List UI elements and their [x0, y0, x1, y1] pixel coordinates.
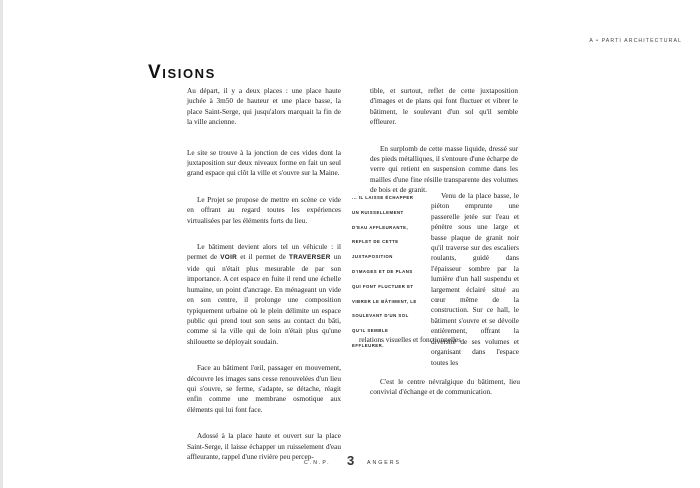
keyword-traverser: TRAVERSER: [288, 254, 331, 262]
pull-quote: [352, 191, 424, 354]
left-column: [187, 86, 341, 462]
pull-quote-line: SOULEVANT D'UN SOL: [352, 313, 409, 319]
pull-quote-line: QUI FONT FLUCTUER ET: [352, 283, 414, 289]
pull-quote-line: REFLET DE CETTE: [352, 239, 399, 245]
pull-quote-line: QU'IL SEMBLE: [352, 328, 389, 334]
paragraph-venu: Venu de la place basse, le piéton emprunte une passerelle jetée sur l'eau et pénètre sous une large et basse plaque de granit noir qu'il traverse sur des escaliers roulants, guidé dans l'épaisseur sombre par la lumière d'un hall suspendu et largement éclairé situé au cœur même de la construction. Sur ce hall, le bâtiment s'ouvre et se dévoile entièrement, offrant la diversité de ses volumes et organisant dans l'espace toutes les: [431, 192, 519, 367]
paragraph-face: Face au bâtiment l'œil, passager en mouvement, découvre les images sans cesse renouvelées d'un lieu qui s'ouvre, se ferme, s'adapte, se détache, réagit enfin comme une membrane osmotique aux éléments qui lui font face.: [187, 364, 341, 414]
pull-quote-line: D'EAU AFFLEURANTE,: [352, 224, 409, 230]
pull-quote-line: D'IMAGES ET DE PLANS: [352, 268, 413, 274]
right-column: [370, 86, 518, 196]
page-number: 3: [347, 453, 355, 468]
pull-quote-line: UN RUISSELLEMENT: [352, 209, 404, 215]
page-title: Visions: [148, 62, 216, 83]
pull-quote-line: EFFLEURER.: [352, 342, 384, 348]
footer-publisher: C.N.P.: [304, 460, 331, 466]
paragraph-intro: Au départ, il y a deux places : une place haute juchée à 3m50 de hauteur et une place basse, la place Saint-Serge, qui jusqu'alors marquait la fin de la ville ancienne.: [187, 87, 341, 127]
pull-quote-line: VIBRER LE BÂTIMENT, LE: [352, 298, 417, 304]
paragraph-vehicule: Le bâtiment devient alors tel un véhicule : il permet de VOIR et il permet de TRAVERSER un vide qui n'était plus mesurable de par son importance. A cet espace en fuite il rend une échelle humaine, un point d'ancrage. En ménageant un vide en son centre, il prolonge une composition typiquement urbaine où le plein délimite un espace public qui prend tout son sens au contact du bâti, comme si la ville qui de loin n'était plus qu'une shilouette se déployait soudain.: [187, 243, 342, 346]
paragraph-site: Le site se trouve à la jonction de ces vides dont la juxtaposition sur deux niveaux forme en fait un seul grand espace qui clôt la ville et s'ouvre sur la Maine.: [187, 148, 341, 178]
paragraph-surplomb: En surplomb de cette masse liquide, dressé sur des pieds métalliques, il s'entoure d'une écharpe de verre qui retient en suspension comme dans les mailles d'une fine résille transparente des volumes de bois et de granit.: [370, 144, 518, 195]
paragraph-closing: C'est le centre névralgique du bâtiment, lieu convivial d'échange et de communication.: [370, 378, 520, 397]
pull-quote-line: JUXTAPOSITION: [352, 254, 393, 260]
section-header: A • PARTI ARCHITECTURAL: [589, 38, 682, 44]
pull-quote-line: ... IL LAISSE ÉCHAPPER: [352, 195, 414, 200]
footer-city: ANGERS: [367, 460, 401, 466]
paragraph-projet: Le Projet se propose de mettre en scène ce vide en offrant au regard toutes les expériences virtualisées par les éléments forts du lieu.: [187, 195, 341, 225]
page-fold-shadow: [0, 0, 3, 488]
paragraph-adosse: Adossé à la place haute et ouvert sur la place Saint-Serge, il laisse échapper un ruisselement d'eau affleurante, rappel d'une rivière peu percep-: [187, 432, 341, 461]
keyword-voir: VOIR: [220, 254, 238, 262]
paragraph-relations-end: relations visuelles et fonctionnelles: [359, 336, 462, 344]
paragraph-tible: tible, et surtout, reflet de cette juxtaposition d'images et de plans qui font fluctuer et vibrer le bâtiment, le soulevant d'un sol qu'il semble effleurer.: [370, 87, 518, 127]
